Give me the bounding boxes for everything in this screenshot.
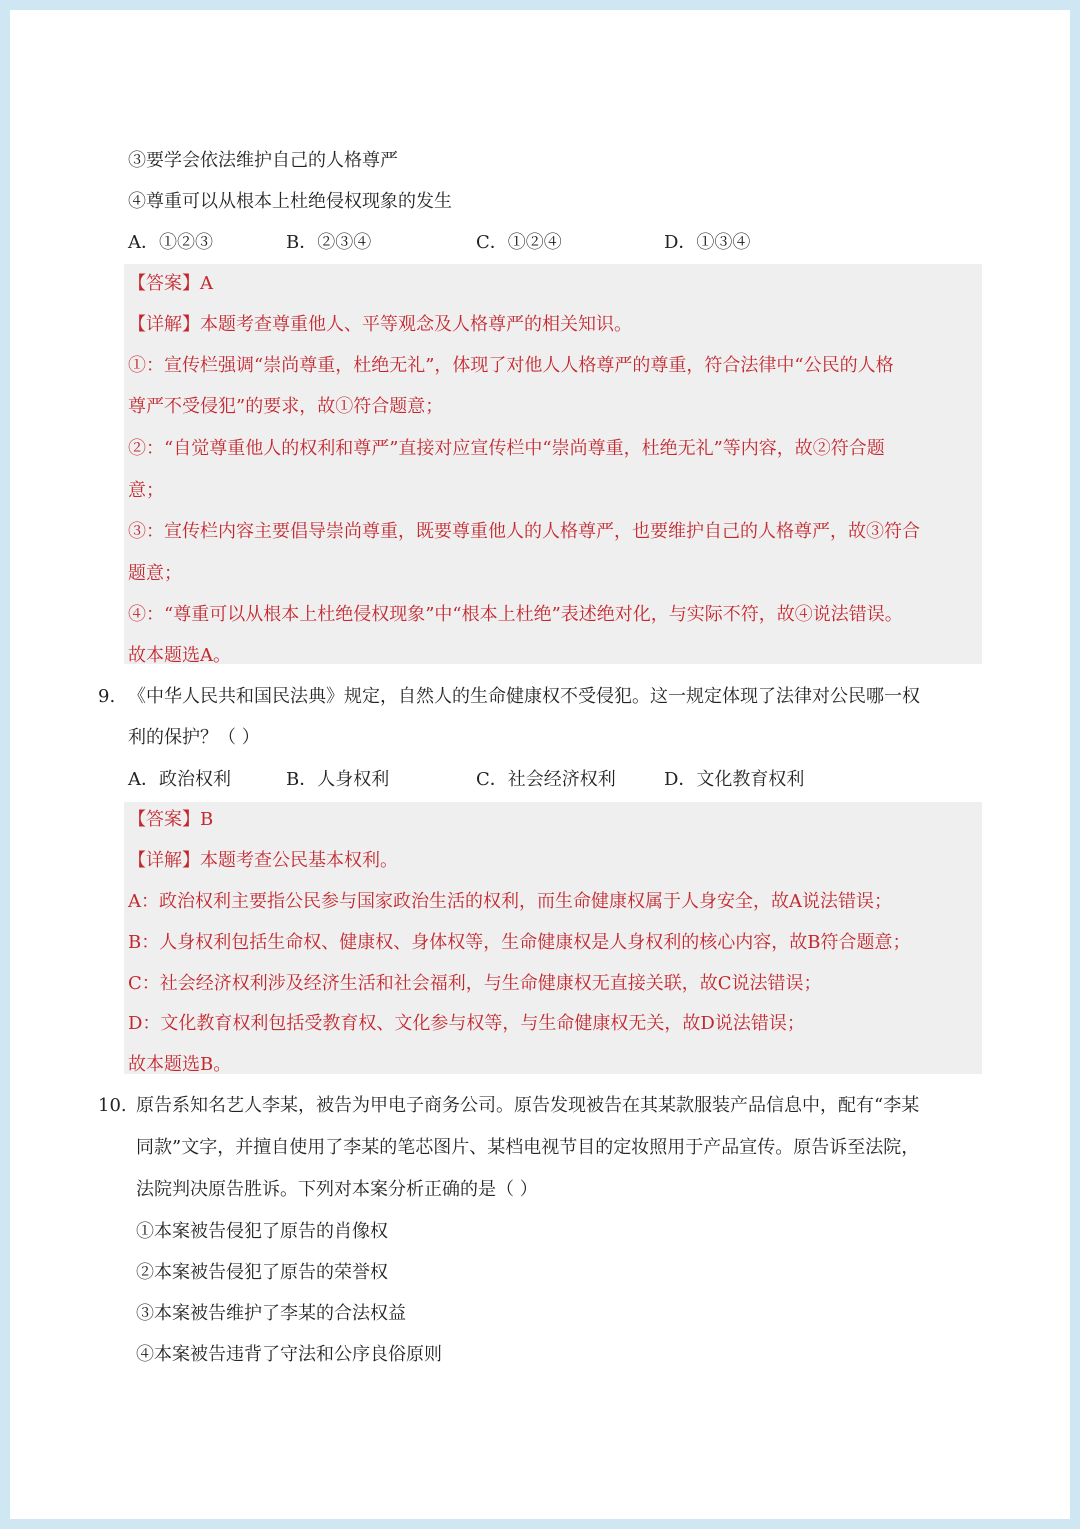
- q8-option-b: B．②③④: [286, 232, 372, 253]
- q8-option-c: C．①②④: [476, 232, 562, 253]
- q10-statement-2: ②本案被告侵犯了原告的荣誉权: [136, 1262, 388, 1283]
- q8-explain-1b: 尊严不受侵犯”的要求，故①符合题意；: [128, 396, 444, 417]
- q8-explain-3b: 题意；: [128, 563, 182, 584]
- q8-statement-3: ③要学会依法维护自己的人格尊严: [128, 150, 398, 171]
- q10-statement-3: ③本案被告维护了李某的合法权益: [136, 1303, 406, 1324]
- q10-stem-2: 同款”文字，并擅自使用了李某的笔芯图片、某档电视节目的定妆照用于产品宣传。原告诉至法院，: [136, 1137, 920, 1158]
- q8-explain-1a: ①：宣传栏强调“崇尚尊重，杜绝无礼”，体现了对他人人格尊严的尊重，符合法律中“公民的人格: [128, 355, 894, 376]
- q9-answer: 【答案】B: [128, 809, 214, 830]
- q9-explain-a: A：政治权利主要指公民参与国家政治生活的权利，而生命健康权属于人身安全，故A说法错误；: [128, 891, 892, 912]
- q8-conclusion: 故本题选A。: [128, 645, 231, 666]
- q8-answer: 【答案】A: [128, 273, 213, 294]
- q8-explain-2a: ②：“自觉尊重他人的权利和尊严”直接对应宣传栏中“崇尚尊重，杜绝无礼”等内容，故②符合题: [128, 438, 885, 459]
- q9-option-d: D．文化教育权利: [664, 769, 805, 790]
- q8-explain-3a: ③：宣传栏内容主要倡导崇尚尊重，既要尊重他人的人格尊严，也要维护自己的人格尊严，故③符合: [128, 521, 920, 542]
- q9-explain-c: C：社会经济权利涉及经济生活和社会福利，与生命健康权无直接关联，故C说法错误；: [128, 973, 822, 994]
- q9-number: 9.: [98, 686, 116, 707]
- q10-stem-1: 原告系知名艺人李某，被告为甲电子商务公司。原告发现被告在其某款服装产品信息中，配有“李某: [136, 1095, 920, 1116]
- q9-stem-1: 《中华人民共和国民法典》规定，自然人的生命健康权不受侵犯。这一规定体现了法律对公民哪一权: [128, 686, 920, 707]
- q8-explain-2b: 意；: [128, 480, 164, 501]
- q9-stem-2: 利的保护？（ ）: [128, 727, 260, 748]
- q10-statement-4: ④本案被告违背了守法和公序良俗原则: [136, 1344, 442, 1365]
- q10-stem-3: 法院判决原告胜诉。下列对本案分析正确的是（ ）: [136, 1179, 538, 1200]
- q10-statement-1: ①本案被告侵犯了原告的肖像权: [136, 1221, 388, 1242]
- q9-option-b: B．人身权利: [286, 769, 390, 790]
- q9-detail-heading: 【详解】本题考查公民基本权利。: [128, 850, 398, 871]
- q9-option-c: C．社会经济权利: [476, 769, 616, 790]
- q8-explain-4: ④：“尊重可以从根本上杜绝侵权现象”中“根本上杜绝”表述绝对化，与实际不符，故④说法错误。: [128, 604, 903, 625]
- q8-statement-4: ④尊重可以从根本上杜绝侵权现象的发生: [128, 191, 452, 212]
- q8-option-a: A．①②③: [128, 232, 213, 253]
- q8-detail-heading: 【详解】本题考查尊重他人、平等观念及人格尊严的相关知识。: [128, 314, 632, 335]
- q8-option-d: D．①③④: [664, 232, 751, 253]
- q9-conclusion: 故本题选B。: [128, 1054, 232, 1075]
- q9-option-a: A．政治权利: [128, 769, 231, 790]
- q9-explain-d: D：文化教育权利包括受教育权、文化参与权等，与生命健康权无关，故D说法错误；: [128, 1013, 805, 1034]
- q9-explain-b: B：人身权利包括生命权、健康权、身体权等，生命健康权是人身权利的核心内容，故B符合题意；: [128, 932, 911, 953]
- q10-number: 10.: [98, 1095, 127, 1116]
- document-page: [10, 10, 1070, 1519]
